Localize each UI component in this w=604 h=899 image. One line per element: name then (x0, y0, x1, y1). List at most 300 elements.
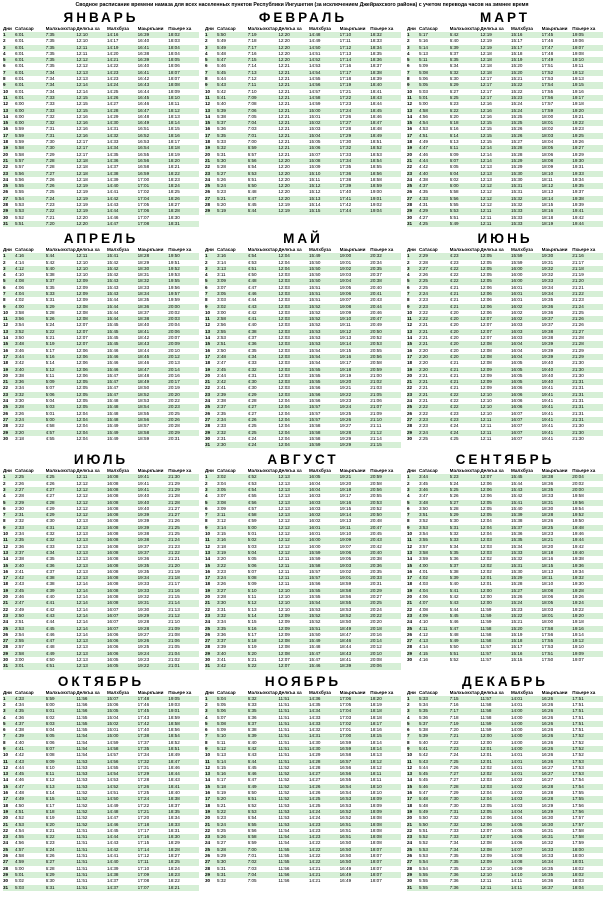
time-cell: 14:26 (309, 784, 340, 790)
column-header: Дни (407, 468, 416, 474)
time-cell: 18:53 (340, 607, 371, 613)
time-cell: 15:33 (511, 550, 542, 556)
time-cell: 17:32 (340, 145, 371, 151)
time-cell: 4:30 (46, 518, 77, 524)
time-cell: 18:36 (138, 304, 169, 310)
month-title: СЕНТЯБРЬ (455, 452, 555, 468)
day-cell: 12 (407, 544, 419, 550)
column-header: Маьркъани (339, 247, 366, 253)
time-cell: 15:36 (511, 531, 542, 537)
time-cell: 21:09 (370, 411, 401, 417)
time-cell: 7:34 (46, 70, 77, 76)
time-cell: 18:24 (168, 183, 199, 189)
time-cell: 5:03 (46, 404, 77, 410)
time-cell: 4:20 (450, 354, 481, 360)
time-cell: 16:29 (542, 803, 573, 809)
time-cell: 5:59 (15, 133, 46, 139)
time-cell: 15:17 (511, 38, 542, 44)
time-cell: 16:05 (511, 379, 542, 385)
time-cell: 5:02 (15, 878, 46, 884)
time-cell: 15:16 (511, 32, 542, 38)
time-cell: 7:17 (248, 45, 279, 51)
time-cell: 5:09 (248, 581, 279, 587)
time-cell: 20:19 (168, 385, 199, 391)
time-cell: 18:31 (542, 500, 573, 506)
day-cell: 17 (205, 133, 217, 139)
time-cell: 15:23 (511, 95, 542, 101)
day-cell: 3 (407, 708, 419, 714)
time-cell: 18:56 (168, 727, 199, 733)
time-cell: 12:04 (278, 398, 309, 404)
time-cell: 5:29 (46, 304, 77, 310)
time-cell: 2:24 (419, 430, 450, 436)
day-cell: 17 (407, 133, 419, 139)
time-cell: 19:00 (340, 253, 371, 259)
day-cell: 1 (3, 474, 15, 480)
time-cell: 5:40 (217, 101, 248, 107)
day-cell: 30 (407, 436, 419, 442)
time-cell: 4:47 (419, 145, 450, 151)
time-cell: 4:16 (15, 253, 46, 259)
time-cell: 5:18 (217, 784, 248, 790)
table-header-row (3, 246, 199, 253)
time-cell: 17:40 (340, 189, 371, 195)
time-cell: 4:46 (15, 777, 46, 783)
time-cell: 12:02 (480, 569, 511, 575)
day-cell: 22 (407, 164, 419, 170)
time-cell: 12:16 (480, 108, 511, 114)
time-cell: 20:27 (370, 594, 401, 600)
time-cell: 6:01 (15, 38, 46, 44)
time-cell: 12:09 (480, 859, 511, 865)
time-cell: 14:01 (511, 696, 542, 702)
time-cell: 19:38 (542, 329, 573, 335)
time-cell: 19:10 (340, 531, 371, 537)
time-cell: 12:02 (480, 556, 511, 562)
time-cell: 7:03 (248, 126, 279, 132)
time-cell: 3:24 (15, 417, 46, 423)
day-cell: 21 (205, 379, 217, 385)
time-cell: 5:43 (450, 600, 481, 606)
time-cell: 6:18 (450, 120, 481, 126)
time-cell: 17:55 (572, 790, 603, 796)
time-cell: 3:36 (15, 379, 46, 385)
time-cell: 16:08 (107, 487, 138, 493)
time-cell: 16:08 (107, 575, 138, 581)
time-cell: 3:52 (419, 518, 450, 524)
day-cell: 4 (3, 272, 15, 278)
time-cell: 12:12 (278, 550, 309, 556)
day-cell: 22 (3, 164, 15, 170)
time-cell: 12:13 (278, 481, 309, 487)
day-cell: 1 (205, 696, 217, 702)
time-cell: 19:41 (542, 436, 573, 442)
time-cell: 17:57 (542, 101, 573, 107)
time-cell: 16:49 (340, 878, 371, 884)
time-cell: 4:54 (15, 828, 46, 834)
time-cell: 12:11 (480, 208, 511, 214)
time-cell: 12:17 (76, 152, 107, 158)
time-cell: 6:07 (46, 746, 77, 752)
time-cell: 12:18 (480, 57, 511, 63)
time-cell: 19:26 (340, 417, 371, 423)
time-cell: 19:40 (138, 493, 169, 499)
time-cell: 12:07 (480, 335, 511, 341)
time-cell: 12:14 (76, 82, 107, 88)
time-cell: 12:16 (480, 101, 511, 107)
time-cell: 20:46 (370, 310, 401, 316)
time-cell: 15:55 (309, 594, 340, 600)
time-cell: 3:38 (15, 373, 46, 379)
column-header: Делкъа ха (278, 689, 302, 695)
time-cell: 4:23 (450, 260, 481, 266)
column-header: Маьркъани (137, 689, 164, 695)
time-cell: 16:31 (542, 828, 573, 834)
time-cell: 3:05 (217, 291, 248, 297)
time-cell: 12:08 (76, 304, 107, 310)
time-cell: 16:07 (107, 619, 138, 625)
time-cell: 15:48 (107, 404, 138, 410)
time-cell: 19:28 (138, 626, 169, 632)
time-cell: 7:35 (450, 866, 481, 872)
time-cell: 12:03 (278, 322, 309, 328)
time-cell: 15:08 (309, 158, 340, 164)
time-cell: 14:56 (309, 82, 340, 88)
time-cell: 11:52 (278, 784, 309, 790)
time-cell: 5:12 (46, 367, 77, 373)
day-cell: 18 (407, 581, 419, 587)
time-cell: 4:27 (46, 493, 77, 499)
time-cell: 2:51 (15, 619, 46, 625)
time-cell: 6:50 (248, 790, 279, 796)
time-cell: 14:39 (107, 177, 138, 183)
time-cell: 11:58 (480, 632, 511, 638)
time-cell: 5:14 (248, 613, 279, 619)
time-cell: 18:54 (138, 404, 169, 410)
time-cell: 3:52 (15, 329, 46, 335)
day-cell: 7 (3, 733, 15, 739)
time-cell: 11:53 (76, 765, 107, 771)
time-cell: 21:30 (572, 360, 603, 366)
time-cell: 18:04 (168, 45, 199, 51)
page-header: Сводное расписание времени намаза для всех населенных пунктов Республики Ингушетия (за исключением Джейрахского района) с учетом перевода часов на зимнее время (75, 2, 529, 8)
time-cell: 18:35 (542, 487, 573, 493)
time-cell: 2:23 (419, 297, 450, 303)
time-cell: 18:56 (138, 417, 169, 423)
time-cell: 16:53 (340, 803, 371, 809)
time-cell: 6:51 (248, 177, 279, 183)
time-cell: 16:49 (340, 866, 371, 872)
time-cell: 18:16 (370, 727, 401, 733)
time-cell: 14:41 (107, 853, 138, 859)
column-header: Сатасар (217, 468, 236, 474)
time-cell: 14:51 (309, 51, 340, 57)
time-cell: 12:11 (76, 474, 107, 480)
time-cell: 2:41 (15, 569, 46, 575)
time-cell: 15:44 (511, 481, 542, 487)
time-cell: 3:00 (217, 310, 248, 316)
time-cell: 18:08 (168, 82, 199, 88)
time-cell: 19:02 (340, 569, 371, 575)
time-cell: 18:25 (168, 189, 199, 195)
time-cell: 16:26 (542, 759, 573, 765)
time-cell: 14:58 (107, 746, 138, 752)
day-cell: 3 (407, 45, 419, 51)
time-cell: 5:06 (46, 392, 77, 398)
time-cell: 20:52 (370, 335, 401, 341)
time-cell: 12:03 (480, 777, 511, 783)
time-cell: 6:39 (248, 733, 279, 739)
table-header-row (205, 25, 401, 32)
time-cell: 12:19 (480, 38, 511, 44)
time-cell: 18:08 (370, 840, 401, 846)
time-cell: 12:07 (76, 322, 107, 328)
time-cell: 7:35 (46, 45, 77, 51)
day-cell: 18 (3, 803, 15, 809)
time-cell: 6:51 (248, 796, 279, 802)
time-cell: 12:14 (76, 600, 107, 606)
time-cell: 17:28 (340, 126, 371, 132)
time-cell: 14:24 (107, 82, 138, 88)
day-cell: 16 (3, 790, 15, 796)
time-cell: 15:07 (309, 152, 340, 158)
time-cell: 6:46 (248, 771, 279, 777)
time-cell: 19:41 (542, 404, 573, 410)
time-cell: 19:24 (340, 404, 371, 410)
time-cell: 15:59 (309, 556, 340, 562)
day-cell: 8 (205, 297, 217, 303)
column-header: Дни (3, 689, 12, 695)
time-cell: 19:07 (340, 544, 371, 550)
time-cell: 20:36 (370, 563, 401, 569)
time-cell: 11:51 (76, 872, 107, 878)
time-cell: 18:17 (168, 139, 199, 145)
time-cell: 2:27 (419, 266, 450, 272)
time-cell: 5:24 (46, 322, 77, 328)
time-cell: 17:42 (138, 721, 169, 727)
time-cell: 18:45 (138, 354, 169, 360)
time-cell: 7:33 (450, 828, 481, 834)
column-header: Малхбуза (308, 247, 331, 253)
day-cell: 17 (205, 354, 217, 360)
time-cell: 12:07 (76, 329, 107, 335)
day-cell: 22 (3, 607, 15, 613)
time-cell: 16:33 (542, 847, 573, 853)
time-cell: 7:31 (46, 133, 77, 139)
time-cell: 19:44 (572, 221, 603, 227)
time-cell: 19:31 (572, 164, 603, 170)
time-cell: 6:01 (15, 70, 46, 76)
time-cell: 4:29 (419, 208, 450, 214)
time-cell: 14:50 (107, 796, 138, 802)
time-cell: 14:24 (309, 815, 340, 821)
month-block (3, 231, 199, 448)
time-cell: 6:18 (46, 809, 77, 815)
time-cell: 19:14 (572, 632, 603, 638)
time-cell: 16:54 (340, 784, 371, 790)
time-cell: 5:11 (46, 373, 77, 379)
time-cell: 5:43 (419, 759, 450, 765)
time-cell: 12:21 (278, 76, 309, 82)
time-cell: 12:13 (278, 493, 309, 499)
time-cell: 12:10 (76, 272, 107, 278)
time-cell: 12:09 (480, 373, 511, 379)
time-cell: 12:04 (278, 430, 309, 436)
time-cell: 14:53 (309, 63, 340, 69)
time-cell: 6:29 (450, 82, 481, 88)
time-cell: 15:28 (511, 145, 542, 151)
time-cell: 18:25 (168, 859, 199, 865)
time-cell: 6:00 (15, 101, 46, 107)
time-cell: 12:17 (76, 139, 107, 145)
day-cell: 23 (3, 392, 15, 398)
time-cell: 21:28 (572, 335, 603, 341)
time-cell: 3:16 (217, 537, 248, 543)
time-cell: 19:06 (340, 291, 371, 297)
time-cell: 5:33 (46, 291, 77, 297)
time-cell: 5:50 (450, 644, 481, 650)
time-cell: 19:17 (340, 360, 371, 366)
time-cell: 5:21 (217, 196, 248, 202)
time-cell: 4:24 (248, 442, 279, 448)
time-cell: 11:52 (76, 822, 107, 828)
day-cell: 10 (205, 752, 217, 758)
time-cell: 19:14 (340, 341, 371, 347)
time-cell: 19:40 (138, 500, 169, 506)
time-cell: 5:09 (217, 727, 248, 733)
time-cell: 6:59 (248, 145, 279, 151)
time-cell: 4:23 (450, 411, 481, 417)
time-cell: 18:24 (168, 866, 199, 872)
prayer-times-table (205, 689, 401, 885)
time-cell: 15:53 (309, 329, 340, 335)
time-cell: 6:31 (46, 885, 77, 891)
time-cell: 12:19 (480, 45, 511, 51)
time-cell: 7:29 (46, 152, 77, 158)
month-block (3, 10, 199, 227)
time-cell: 12:10 (480, 872, 511, 878)
time-cell: 17:21 (138, 809, 169, 815)
time-cell: 18:45 (370, 108, 401, 114)
day-cell: 1 (407, 32, 419, 38)
time-cell: 16:59 (340, 740, 371, 746)
day-cell: 3 (3, 45, 15, 51)
time-cell: 16:02 (511, 310, 542, 316)
time-cell: 6:21 (46, 828, 77, 834)
day-cell: 10 (407, 752, 419, 758)
day-cell: 28 (407, 866, 419, 872)
time-cell: 19:41 (138, 487, 169, 493)
day-cell: 20 (3, 373, 15, 379)
day-cell: 8 (205, 76, 217, 82)
time-cell: 6:22 (450, 108, 481, 114)
time-cell: 15:58 (309, 423, 340, 429)
time-cell: 2:32 (15, 518, 46, 524)
time-cell: 11:52 (76, 803, 107, 809)
time-cell: 11:52 (278, 796, 309, 802)
day-cell: 11 (205, 316, 217, 322)
day-cell: 25 (407, 847, 419, 853)
time-cell: 14:23 (309, 834, 340, 840)
time-cell: 19:28 (572, 588, 603, 594)
time-cell: 11:52 (278, 790, 309, 796)
column-header: Делкъа ха (480, 468, 504, 474)
time-cell: 4:30 (248, 379, 279, 385)
time-cell: 20:04 (572, 474, 603, 480)
table-header-row (205, 467, 401, 474)
time-cell: 18:54 (370, 158, 401, 164)
time-cell: 4:40 (419, 171, 450, 177)
day-cell: 25 (3, 626, 15, 632)
time-cell: 19:05 (340, 285, 371, 291)
time-cell: 16:07 (511, 423, 542, 429)
time-cell: 15:47 (107, 373, 138, 379)
time-cell: 12:20 (278, 32, 309, 38)
time-cell: 20:53 (370, 500, 401, 506)
time-cell: 5:33 (450, 537, 481, 543)
time-cell: 14:34 (107, 145, 138, 151)
time-cell: 5:45 (450, 613, 481, 619)
time-cell: 12:13 (76, 544, 107, 550)
time-cell: 21:24 (572, 304, 603, 310)
time-cell: 16:03 (511, 335, 542, 341)
time-cell: 11:51 (278, 727, 309, 733)
time-cell: 12:11 (480, 436, 511, 442)
time-cell: 4:45 (46, 626, 77, 632)
time-cell: 5:38 (217, 114, 248, 120)
time-cell: 5:46 (217, 63, 248, 69)
time-cell: 4:51 (46, 663, 77, 669)
time-cell: 12:09 (278, 632, 309, 638)
time-cell: 16:08 (107, 563, 138, 569)
day-cell: 22 (3, 828, 15, 834)
time-cell: 12:11 (480, 885, 511, 891)
time-cell: 12:03 (480, 544, 511, 550)
time-cell: 4:53 (419, 126, 450, 132)
time-cell: 14:25 (107, 89, 138, 95)
time-cell: 4:27 (248, 411, 279, 417)
time-cell: 5:27 (450, 500, 481, 506)
time-cell: 7:28 (46, 158, 77, 164)
time-cell: 12:21 (278, 152, 309, 158)
time-cell: 20:10 (168, 348, 199, 354)
time-cell: 17:54 (572, 784, 603, 790)
time-cell: 12:12 (278, 544, 309, 550)
time-cell: 16:08 (107, 481, 138, 487)
time-cell: 4:21 (450, 367, 481, 373)
time-cell: 18:05 (542, 600, 573, 606)
table-row (407, 885, 603, 891)
time-cell: 12:05 (76, 398, 107, 404)
time-cell: 3:32 (15, 392, 46, 398)
day-cell: 8 (407, 518, 419, 524)
time-cell: 12:01 (480, 759, 511, 765)
time-cell: 14:39 (107, 866, 138, 872)
time-cell: 15:42 (107, 260, 138, 266)
day-cell: 12 (407, 101, 419, 107)
time-cell: 21:25 (168, 531, 199, 537)
time-cell: 16:28 (542, 790, 573, 796)
day-cell: 5 (205, 500, 217, 506)
time-cell: 20:14 (168, 367, 199, 373)
time-cell: 2:25 (15, 474, 46, 480)
day-cell: 30 (205, 657, 217, 663)
time-cell: 17:31 (138, 765, 169, 771)
time-cell: 12:11 (278, 556, 309, 562)
time-cell: 21:26 (168, 518, 199, 524)
time-cell: 5:57 (15, 158, 46, 164)
column-header: Маьркъани (541, 468, 568, 474)
